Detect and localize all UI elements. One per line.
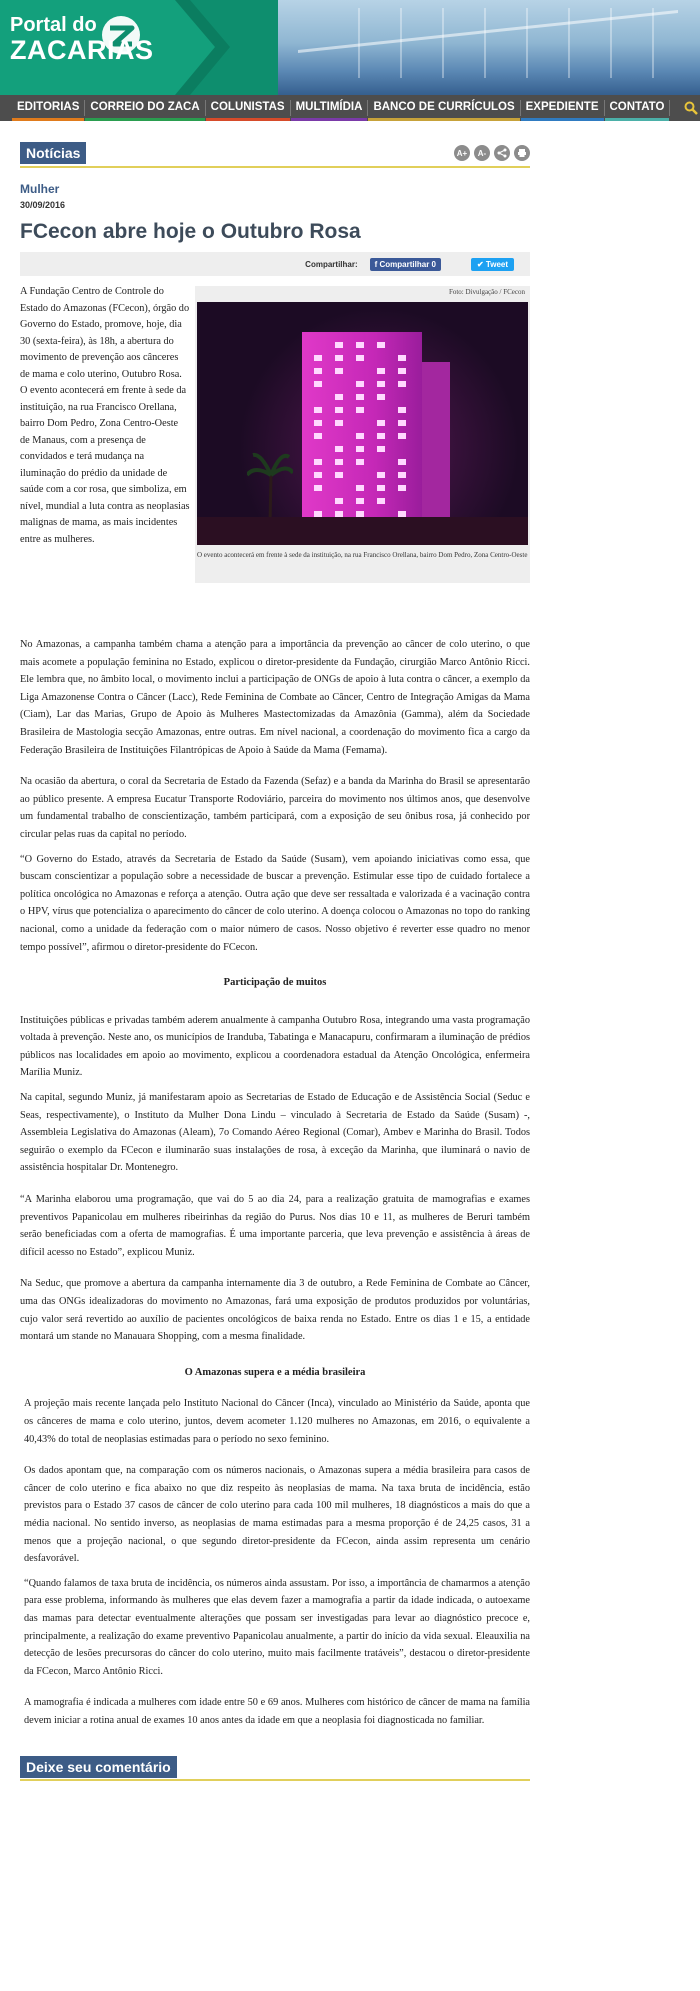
share-bar (20, 252, 530, 276)
comments-header (20, 1755, 530, 1781)
article-figure (195, 286, 530, 583)
font-increase-button[interactable]: A+ (454, 145, 470, 161)
article-paragraph: A projeção mais recente lançada pelo Instituto Nacional do Câncer (Inca), vinculado ao Ministério da Saúde, aponta que os cânceres de mama e colo uterino, juntos, devem acometer 1.120 mulheres no Amazonas, em 2016, o equivalente a 40,43% do total de neoplasias estimadas para o período no sexo feminino. (24, 1398, 530, 1445)
twitter-icon: ✔ (476, 259, 486, 269)
photo-credit: Foto: Divulgação / FCecon (448, 288, 525, 296)
share-label: Compartilhar: (305, 259, 358, 269)
nav-item-correio-do-zaca[interactable]: CORREIO DO ZACA (85, 95, 204, 121)
article-category[interactable]: Mulher (20, 182, 60, 196)
photo-caption: O evento acontecerá em frente à sede da instituição, na rua Francisco Orellana, bairro Dom Pedro, Zona Centro-Oeste (197, 551, 528, 559)
article-headline: FCecon abre hoje o Outubro Rosa (20, 220, 361, 243)
nav-item-multimidia[interactable]: MULTIMÍDIA (291, 95, 368, 121)
article-paragraph: Instituições públicas e privadas também aderem anualmente à campanha Outubro Rosa, integrando uma vasta programação voltada à prevenção. Neste ano, os municípios de Iranduba, Tabatinga e Manacapuru, confirmaram a iluminação de prédios públicos nas localidades em apoio ao movimento, explicou a coordenadora estadual da Atenção Oncológica, enfermeira Marília Muniz. (20, 1014, 530, 1079)
article-paragraph: “A Marinha elaborou uma programação, que vai do 5 ao dia 24, para a realização gratuita de mamografias e exames preventivos Papanicolau em mulheres ribeirinhas da região do Purus. Nos dias 10 e 11, as mulheres de Beruri também serão beneficiadas com a oferta de mamografias. É uma importante parceria, que leva prevenção e assistência à áreas de difícil acesso no Estado”, explicou Muniz. (20, 1194, 530, 1258)
article-paragraph: “Quando falamos de taxa bruta de incidência, os números ainda assustam. Por isso, a importância de chamarmos a atenção para esse problema, informando às mulheres que elas devem fazer a mamografia a partir da idade indicada, o autoexame das mamas para detectar eventualmente alterações que possam ser investigadas para levar ao diagnóstico precoce e, principalmente, a realização do exame preventivo Papanicolau anualmente, a partir do início da vida sexual. Eleauxilia na detecção de lesões precursoras do câncer do colo uterino, muito mais facilmente tratáveis”, destacou o diretor-presidente da FCecon, Marco Antônio Ricci. (24, 1577, 530, 1677)
nav-item-expediente[interactable]: EXPEDIENTE (521, 95, 604, 121)
nav-item-contato[interactable]: CONTATO (605, 95, 670, 121)
article-photo (197, 302, 528, 545)
facebook-share-button[interactable] (370, 258, 441, 271)
section-title: Notícias (20, 142, 86, 164)
article-tools (454, 145, 530, 161)
header-banner-photo (278, 0, 700, 95)
article-paragraph: Na Seduc, que promove a abertura da campanha internamente dia 3 de outubro, a Rede Feminina de Combate ao Câncer, uma das ONGs idealizadoras do movimento no Amazonas, fará uma exposição de produtos produzidos por voluntárias, cujo valor será revertido ao auxílio de pacientes oncológicos de baixa renda no Estado. Entre os dias 1 e 15, a entidade montará um stande no Manauara Shopping, com a mesma finalidade. (20, 1278, 530, 1343)
facebook-icon: f (374, 259, 380, 269)
print-icon[interactable] (514, 145, 530, 161)
section-header (20, 140, 530, 168)
tweet-button[interactable] (471, 258, 514, 271)
article-body (20, 636, 530, 1729)
article-paragraph: Os dados apontam que, na comparação com os números nacionais, o Amazonas supera a média brasileira para casos de câncer de colo uterino e fica abaixo no que diz respeito às neoplasias de mama. Na taxa bruta de incidência, estão previstos para o Estado 37 casos de câncer de colo uterino para cada 100 mil mulheres, 18 diagnósticos a mais do que a média nacional. No sentido inverso, as neoplasias de mama estimadas para a mesma proporção é de 24,25 casos, 31 a menos que a projeção nacional, o que segundo diretor-presidente da FCecon, ainda assim representa um cenário desfavorável. (24, 1465, 530, 1565)
article-date: 30/09/2016 (20, 200, 66, 210)
nav-item-editorias[interactable]: EDITORIAS (12, 95, 84, 121)
article-paragraph: Na ocasião da abertura, o coral da Secretaria de Estado da Fazenda (Sefaz) e a banda da Marinha do Brasil se apresentarão ao público presente. A empresa Eucatur Transporte Rodoviário, parceira do movimento nos últimos anos, que desenvolve um fundamental trabalho de conscientização, também participará, com a exposição de seu ônibus rosa, já conhecido por circular pelas ruas da capital no período. (20, 776, 530, 840)
nav-item-banco-de-curriculos[interactable]: BANCO DE CURRÍCULOS (368, 95, 519, 121)
article-paragraph: A mamografia é indicada a mulheres com idade entre 50 e 69 anos. Mulheres com histórico de câncer de mama na família devem iniciar a rotina anual de exames 10 anos antes da idade em que a neoplasia foi diagnosticada no familiar. (24, 1697, 530, 1726)
font-decrease-button[interactable]: A- (474, 145, 490, 161)
article-subhead: O Amazonas supera e a média brasileira (184, 1366, 366, 1378)
search-icon[interactable] (684, 95, 698, 121)
article-paragraph: “O Governo do Estado, através da Secretaria de Estado da Saúde (Susam), vem apoiando iniciativas como essa, que buscam conscientizar a população sobre a necessidade de buscar a prevenção. Estimular esse tipo de cuidado fortalece a política oncológica no Amazonas e reforça a atenção. Outra ação que deve ser ressaltada e valorizada é a vacinação contra o HPV, vírus que potencializa o aparecimento do câncer de colo uterino. A doença colocou o Amazonas no topo do ranking nacional, como a unidade da federação com o maior número de casos. Nosso objetivo é reverter esse quadro no menor tempo possível”, afirmou o diretor-presidente do FCecon. (20, 853, 530, 953)
logo-line1: Portal do (10, 14, 97, 36)
share-icon[interactable] (494, 145, 510, 161)
article-subhead: Participação de muitos (223, 977, 327, 989)
article-container (20, 140, 530, 1781)
site-header (0, 0, 700, 95)
tweet-label: Tweet (485, 259, 508, 269)
article-paragraph: No Amazonas, a campanha também chama a atenção para a importância da prevenção ao câncer de colo uterino, o que mais acomete a população feminina no Estado, explicou o diretor-presidente da Fundação, cirurgião Marco Antônio Ricci. Ele lembra que, no âmbito local, o movimento inclui a participação de ONGs de apoio à luta contra o câncer, a exemplo da Liga Amazonense Contra o Câncer (Lacc), Rede Feminina de Combate ao Câncer, Centro de Integração Amigas da Mama (Ciam), Lar das Marias, Grupo de Apoio às Mulheres Mastectomizadas da Amazônia (Gamma), além da Sociedade Brasileira de Mastologia secção Amazonas, entre outras. Em nível nacional, a coordenação do movimento fica a cargo da Federação Brasileira de Instituições Filantrópicas de Apoio à Saúde da Mama (Femama). (20, 639, 530, 756)
site-logo[interactable] (10, 14, 154, 64)
main-nav (0, 95, 700, 121)
nav-item-colunistas[interactable]: COLUNISTAS (206, 95, 290, 121)
article-paragraph: Na capital, segundo Muniz, já manifestaram apoio as Secretarias de Estado de Educação e de Assistência Social (Seduc e Seas, respectivamente), o Instituto da Mulher Dona Lindu – vinculado à Secretaria de Estado da Saúde (Susam) -, Assembleia Legislativa do Amazonas (Aleam), 7o Comando Aéreo Regional (Comar), Ambev e Marinha do Brasil. Todos seguirão o exemplo da FCecon e iluminarão suas instalações de rosa, à exceção da Marinha, que iluminará o navio de assistência hospitalar Dr. Montenegro. (20, 1092, 530, 1174)
facebook-share-label: Compartilhar 0 (379, 259, 436, 269)
logo-line2: ZACARIAS (10, 35, 154, 65)
comments-title: Deixe seu comentário (20, 1756, 177, 1778)
article-lead (20, 284, 530, 629)
article-lead-paragraph: A Fundação Centro de Controle do Estado do Amazonas (FCecon), órgão do Governo do Estado, promove, hoje, dia 30 (sexta-feira), às 18h, a abertura do movimento de prevenção aos cânceres de mama e colo uterino, Outubro Rosa. O evento acontecerá em frente à sede da instituição, na rua Francisco Orellana, bairro Dom Pedro, Zona Centro-Oeste de Manaus, com a presença de convidados e terá mudança na iluminação do prédio da unidade de saúde com a cor rosa, que simboliza, em nível, mundial a luta contra as neoplasias malignas de mama, as mais incidentes entre as mulheres. (20, 286, 190, 545)
